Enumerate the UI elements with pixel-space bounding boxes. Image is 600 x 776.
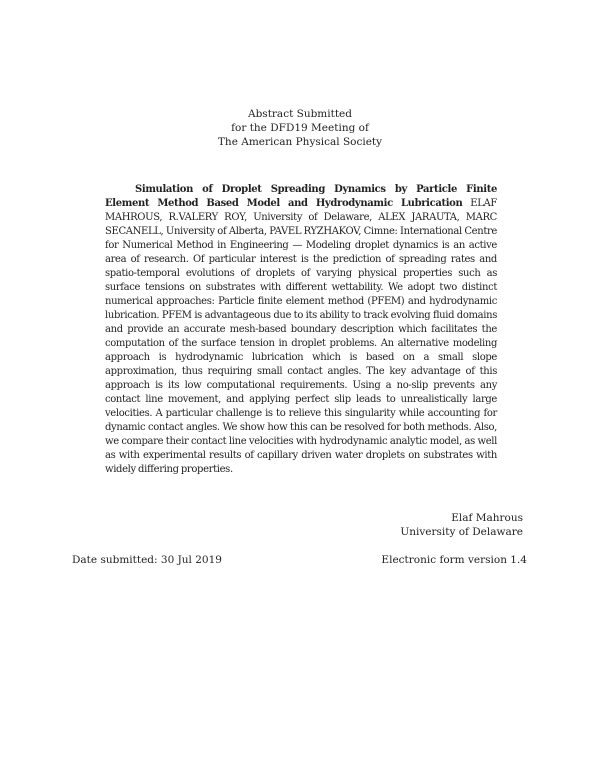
date-submitted: Date submitted: 30 Jul 2019 — [72, 554, 222, 566]
form-version: Electronic form version 1.4 — [381, 554, 527, 566]
submission-header — [0, 107, 600, 149]
header-line-meeting: for the DFD19 Meeting of — [231, 122, 369, 134]
abstract-title: Simulation of Droplet Spreading Dynamics by Particle Finite Element Method Based Model and Hydrodynamic Lubrication — [105, 184, 497, 209]
signature-affiliation: University of Delaware — [400, 526, 523, 538]
header-line-abstract-submitted: Abstract Submitted — [248, 108, 352, 120]
signature-block — [400, 511, 523, 539]
header-line-society: The American Physical Society — [217, 136, 383, 148]
abstract-separator: — — [288, 240, 306, 251]
signature-name: Elaf Mahrous — [451, 512, 523, 524]
abstract-paragraph — [105, 183, 497, 477]
abstract-body: Modeling droplet dynamics is an active area of research. Of particular interest is the prediction of spreading rates and spatio-temporal evolutions of droplets of varying physical properties such as surface tensions on substrates with different wettability. We adopt two distinct numerical approaches: Particle finite element method (PFEM) and hydrodynamic lubrication. PFEM is advantageous due to its ability to track evolving fluid domains and provide an accurate mesh-based boundary description which facilitates the computation of the surface tension in droplet problems. An alternative modeling approach is hydrodynamic lubrication which is based on a small slope approximation, thus requiring small contact angles. The key advantage of this approach is its low computational requirements. Using a no-slip prevents any contact line movement, and applying perfect slip leads to unrealistically large velocities. A particular challenge is to relieve this singularity while accounting for dynamic contact angles. We show how this can be resolved for both methods. Also, we compare their contact line velocities with hydrodynamic analytic model, as well as with experimental results of capillary driven water droplets on substrates with widely differing properties. — [105, 240, 497, 475]
abstract-authors: ELAF MAHROUS, R.VALERY ROY, University of Delaware, ALEX JARAUTA, MARC SECANELL, University of Alberta, PAVEL RYZHAKOV, Cimne: International Centre for Numerical Method in Engineering — [105, 198, 497, 251]
